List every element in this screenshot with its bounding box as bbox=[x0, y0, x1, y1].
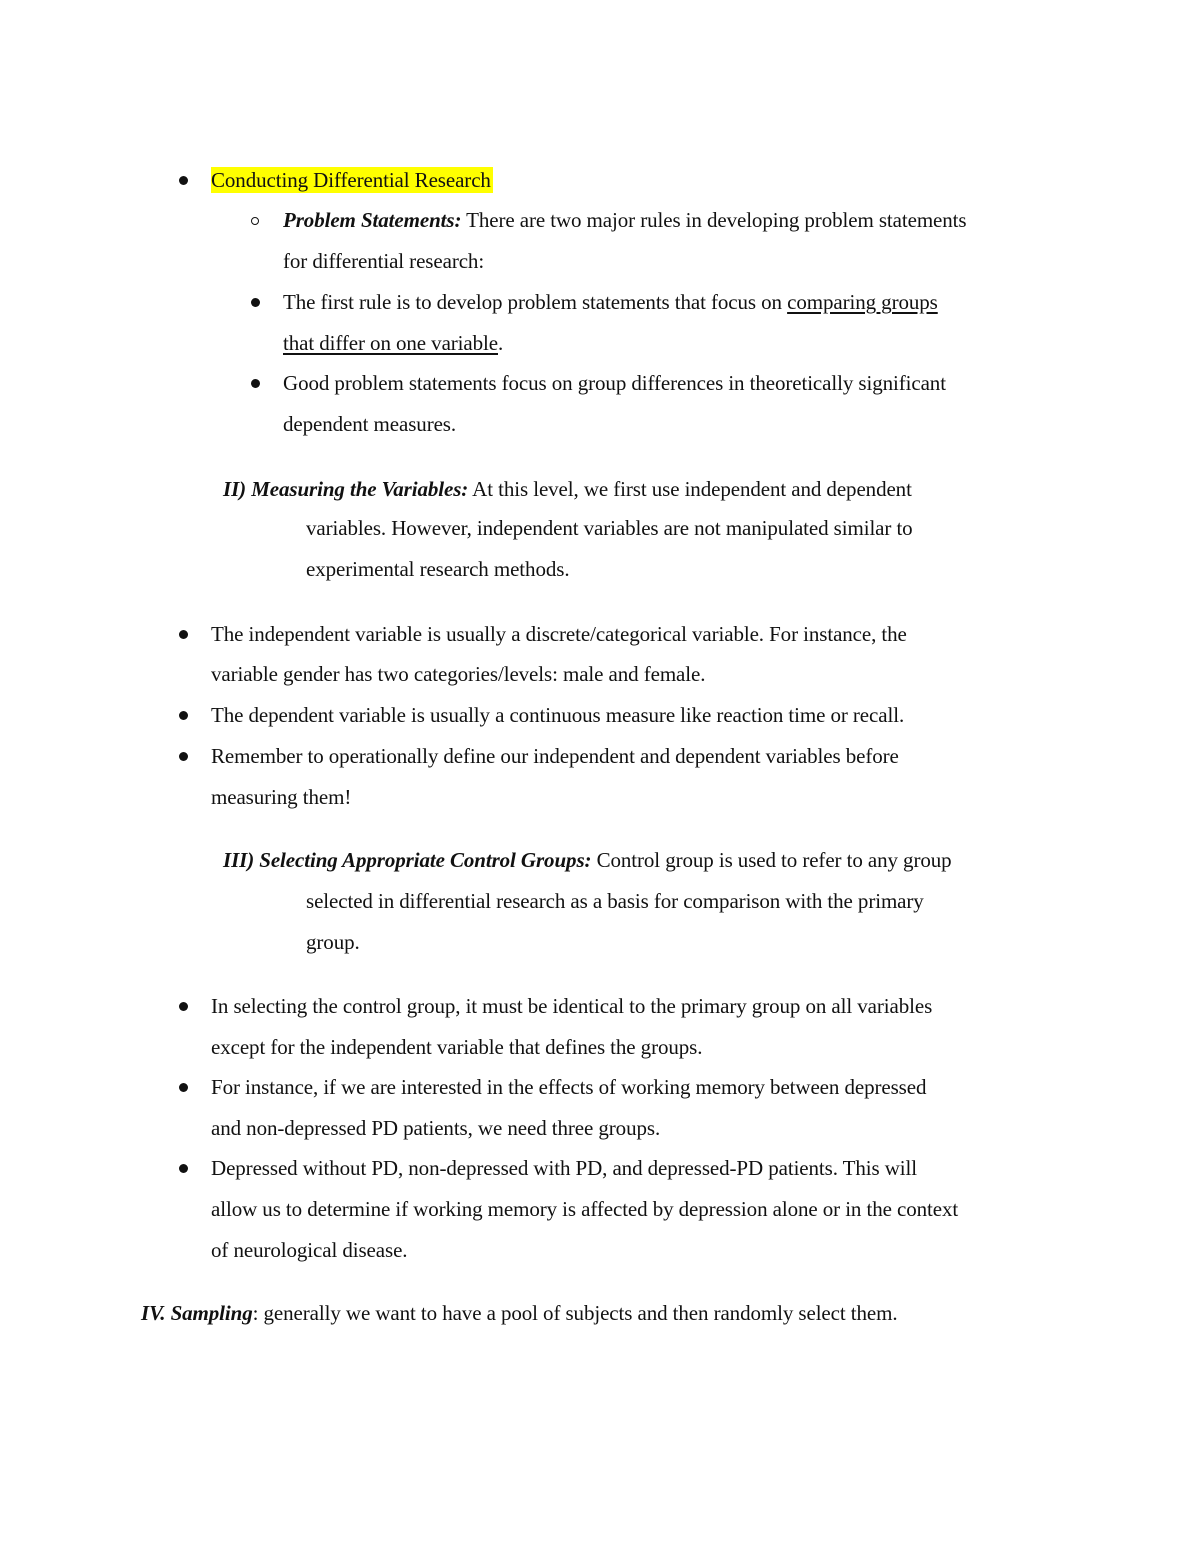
bullet-icon bbox=[251, 379, 260, 388]
rule-1-line-2 bbox=[283, 331, 503, 355]
bullet-icon bbox=[179, 1083, 188, 1092]
section-2-line-2: variables. However, independent variables are not manipulated similar to bbox=[306, 516, 913, 540]
bullet-icon bbox=[179, 752, 188, 761]
rule-1-period: . bbox=[498, 331, 504, 355]
rule-1-underlined-cont: that differ on one variable bbox=[283, 331, 498, 355]
section-4-text: : generally we want to have a pool of subjects and then randomly select them. bbox=[252, 1301, 898, 1325]
section-3-label: III) Selecting Appropriate Control Groups: bbox=[223, 848, 592, 872]
section-4-label: IV. Sampling bbox=[141, 1301, 253, 1325]
control-group-1-line-1: In selecting the control group, it must be identical to the primary group on all variables bbox=[211, 994, 933, 1018]
problem-statements-line-1 bbox=[283, 208, 967, 232]
control-group-3-line-2: allow us to determine if working memory is affected by depression alone or in the context bbox=[211, 1197, 959, 1221]
rule-1-text: The first rule is to develop problem statements that focus on bbox=[283, 290, 788, 314]
dependent-variable-line: The dependent variable is usually a continuous measure like reaction time or recall. bbox=[211, 703, 905, 727]
control-group-2-line-1: For instance, if we are interested in the effects of working memory between depressed bbox=[211, 1075, 927, 1099]
heading-bullet bbox=[211, 168, 493, 192]
independent-variable-line-2: variable gender has two categories/levels: male and female. bbox=[211, 662, 706, 686]
section-4-line bbox=[141, 1301, 898, 1325]
section-3-line-3: group. bbox=[306, 930, 360, 954]
problem-statements-text: There are two major rules in developing problem statements bbox=[461, 208, 967, 232]
section-2-line-1 bbox=[223, 477, 912, 501]
remember-line-1: Remember to operationally define our independent and dependent variables before bbox=[211, 744, 899, 768]
section-2-line-3: experimental research methods. bbox=[306, 557, 570, 581]
rule-1-underlined: comparing groups bbox=[787, 290, 938, 314]
bullet-icon bbox=[179, 1164, 188, 1173]
bullet-icon bbox=[251, 298, 260, 307]
bullet-icon bbox=[179, 630, 188, 639]
bullet-icon bbox=[179, 1002, 188, 1011]
problem-statements-line-2: for differential research: bbox=[283, 249, 485, 273]
control-group-2-line-2: and non-depressed PD patients, we need three groups. bbox=[211, 1116, 661, 1140]
section-2-label: II) Measuring the Variables: bbox=[223, 477, 469, 501]
control-group-3-line-1: Depressed without PD, non-depressed with PD, and depressed-PD patients. This will bbox=[211, 1156, 918, 1180]
section-3-text: Control group is used to refer to any group bbox=[591, 848, 952, 872]
independent-variable-line-1: The independent variable is usually a discrete/categorical variable. For instance, the bbox=[211, 622, 907, 646]
hollow-bullet-icon bbox=[251, 217, 259, 225]
problem-statements-label: Problem Statements: bbox=[283, 208, 462, 232]
rule-2-line-2: dependent measures. bbox=[283, 412, 457, 436]
bullet-icon bbox=[179, 176, 188, 185]
section-3-line-1 bbox=[223, 848, 952, 872]
bullet-icon bbox=[179, 711, 188, 720]
section-2-text: At this level, we first use independent and dependent bbox=[468, 477, 912, 501]
rule-2-line-1: Good problem statements focus on group differences in theoretically significant bbox=[283, 371, 946, 395]
rule-1-line-1 bbox=[283, 290, 938, 314]
highlighted-heading: Conducting Differential Research bbox=[211, 168, 491, 192]
remember-line-2: measuring them! bbox=[211, 785, 352, 809]
control-group-3-line-3: of neurological disease. bbox=[211, 1238, 408, 1262]
section-3-line-2: selected in differential research as a basis for comparison with the primary bbox=[306, 889, 924, 913]
control-group-1-line-2: except for the independent variable that defines the groups. bbox=[211, 1035, 703, 1059]
